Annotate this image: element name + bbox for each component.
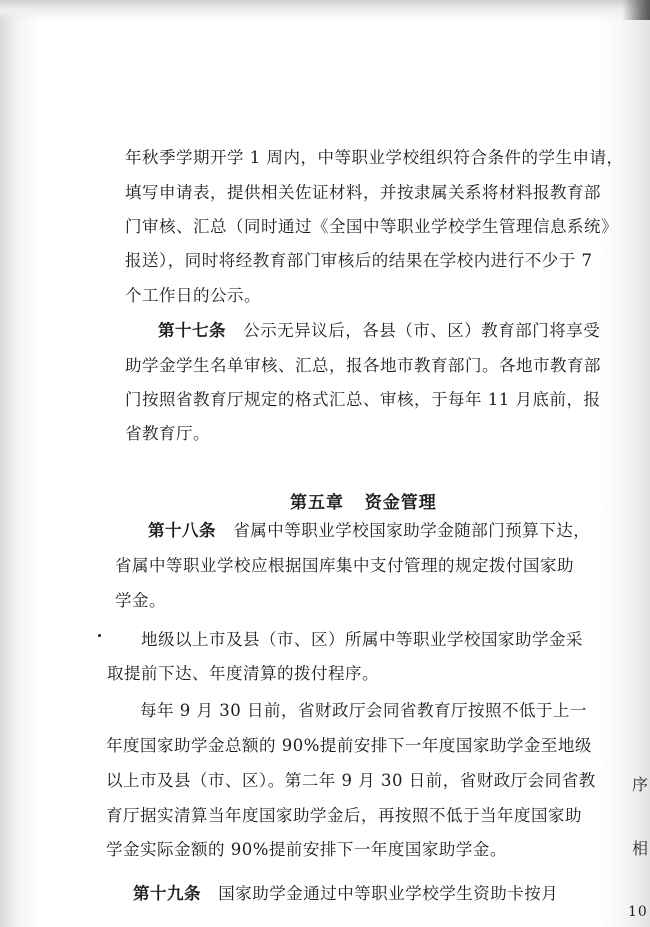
article-18-first-line [148, 521, 590, 541]
text-line: 学金。 [115, 591, 166, 610]
chapter-number: 第五章 [290, 493, 344, 513]
article-17-first-line [158, 321, 600, 341]
text-line: 取提前下达、年度清算的拨付程序。 [107, 664, 379, 683]
text-line: 省属中等职业学校应根据国库集中支付管理的规定拨付国家助 [115, 556, 574, 575]
page-number: 10 [628, 904, 648, 920]
text-line: 以上市及县（市、区）。第二年 9 月 30 日前，省财政厅会同省教 [106, 771, 596, 790]
scan-top-shadow [0, 0, 650, 22]
article-18-text: 省属中等职业学校国家助学金随部门预算下达， [233, 521, 591, 540]
chapter-heading [290, 488, 437, 513]
text-line: 填写申请表，提供相关佐证材料，并按隶属关系将材料报教育部 [125, 183, 601, 202]
text-line: 助学金学生名单审核、汇总，报各地市教育部门。各地市教育部 [125, 356, 601, 375]
scan-speck [98, 634, 101, 637]
text-line: 每年 9 月 30 日前，省财政厅会同省教育厅按照不低于上一 [140, 701, 587, 720]
text-line: 门审核、汇总（同时通过《全国中等职业学校学生管理信息系统》 [125, 217, 618, 236]
text-line: 门按照省教育厅规定的格式汇总、审核，于每年 11 月底前，报 [125, 390, 601, 409]
scan-corner-shadow [622, 0, 650, 20]
article-18-heading: 第十八条 [148, 521, 216, 540]
text-line: 省教育厅。 [125, 424, 210, 443]
edge-char: 序 [632, 775, 649, 794]
text-line: 年秋季学期开学 1 周内，中等职业学校组织符合条件的学生申请， [125, 148, 624, 167]
text-line: 育厅据实清算当年度国家助学金后，再按照不低于当年度国家助 [106, 806, 582, 825]
article-19-first-line [133, 884, 558, 904]
chapter-title: 资金管理 [364, 493, 437, 513]
text-line: 地级以上市及县（市、区）所属中等职业学校国家助学金采 [141, 630, 583, 649]
text-line: 个工作日的公示。 [125, 286, 261, 305]
article-19-text: 国家助学金通过中等职业学校学生资助卡按月 [218, 884, 559, 903]
article-17-heading: 第十七条 [158, 321, 226, 340]
article-17-text: 公示无异议后，各县（市、区）教育部门将享受 [243, 321, 601, 340]
text-line: 年度国家助学金总额的 90%提前安排下一年度国家助学金至地级 [106, 736, 592, 755]
article-19-heading: 第十九条 [133, 884, 201, 903]
text-line: 报送），同时将经教育部门审核后的结果在学校内进行不少于 7 [125, 251, 593, 270]
text-line: 学金实际金额的 90%提前安排下一年度国家助学金。 [106, 840, 507, 859]
edge-char: 相 [632, 839, 649, 858]
